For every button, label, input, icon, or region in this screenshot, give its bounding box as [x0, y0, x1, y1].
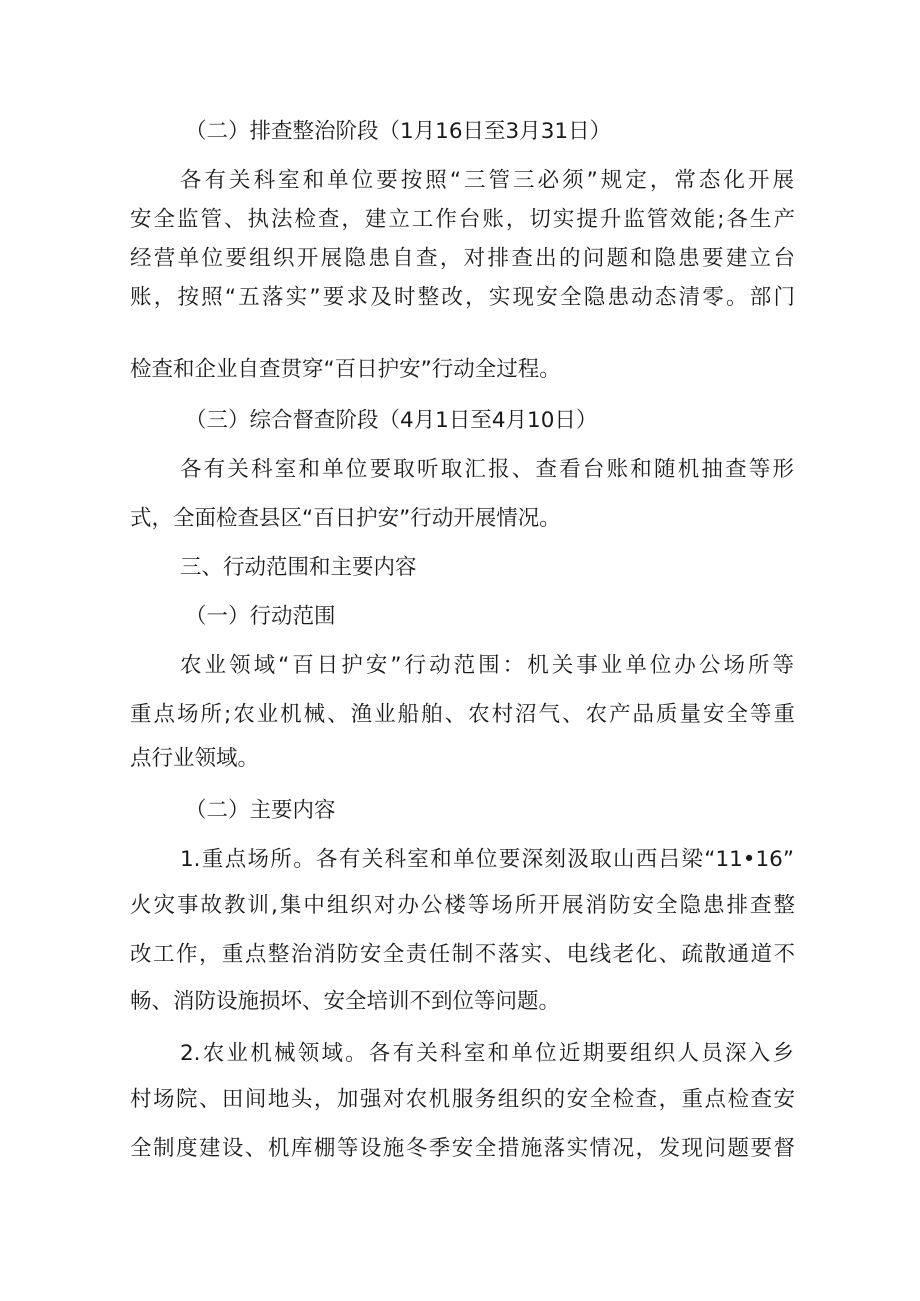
- paragraph-line: 各有关科室和单位要取听取汇报、查看台账和随机抽查等形: [180, 457, 794, 482]
- paragraph-line: 经营单位要组织开展隐患自查，对排查出的问题和隐患要建立台: [130, 246, 795, 271]
- subsection-heading-scope: （一）行动范围: [185, 604, 336, 629]
- paragraph-line: 全制度建设、机库棚等设施冬季安全措施落实情况，发现问题要督: [130, 1136, 795, 1161]
- paragraph-line: 改工作，重点整治消防安全责任制不落实、电线老化、疏散通道不: [130, 942, 795, 967]
- paragraph-line: 火灾事故教训,集中组织对办公楼等场所开展消防安全隐患排查整: [130, 893, 795, 918]
- paragraph-line: 重点场所;农业机械、渔业船舶、农村沼气、农产品质量安全等重: [130, 702, 795, 727]
- section-heading-investigation-phase: （二）排查整治阶段（1月16日至3月31日）: [185, 119, 612, 144]
- paragraph-line: 2.农业机械领域。各有关科室和单位近期要组织人员深入乡: [180, 1041, 794, 1066]
- paragraph-line: 畅、消防设施损坏、安全培训不到位等问题。: [130, 989, 561, 1014]
- section-heading-supervision-phase: （三）综合督查阶段（4月1日至4月10日）: [185, 408, 598, 433]
- paragraph-line: 式，全面检查县区“百日护安”行动开展情况。: [130, 506, 561, 531]
- subsection-heading-main-content: （二）主要内容: [185, 798, 336, 823]
- section-heading-scope-content: 三、行动范围和主要内容: [180, 555, 417, 580]
- paragraph-line: 安全监管、执法检查，建立工作台账，切实提升监管效能;各生产: [130, 207, 795, 232]
- paragraph-line: 各有关科室和单位要按照“三管三必须”规定，常态化开展: [180, 168, 794, 193]
- paragraph-line: 村场院、田间地头，加强对农机服务组织的安全检查，重点检查安: [130, 1087, 795, 1112]
- paragraph-line: 检查和企业自查贯穿“百日护安”行动全过程。: [130, 357, 561, 382]
- paragraph-line: 农业领域“百日护安”行动范围：机关事业单位办公场所等: [180, 653, 794, 678]
- paragraph-line: 点行业领域。: [130, 746, 260, 771]
- paragraph-line: 账，按照“五落实”要求及时整改，实现安全隐患动态清零。部门: [130, 285, 795, 310]
- paragraph-line: 1.重点场所。各有关科室和单位要深刻汲取山西吕梁“11•16”: [180, 847, 794, 872]
